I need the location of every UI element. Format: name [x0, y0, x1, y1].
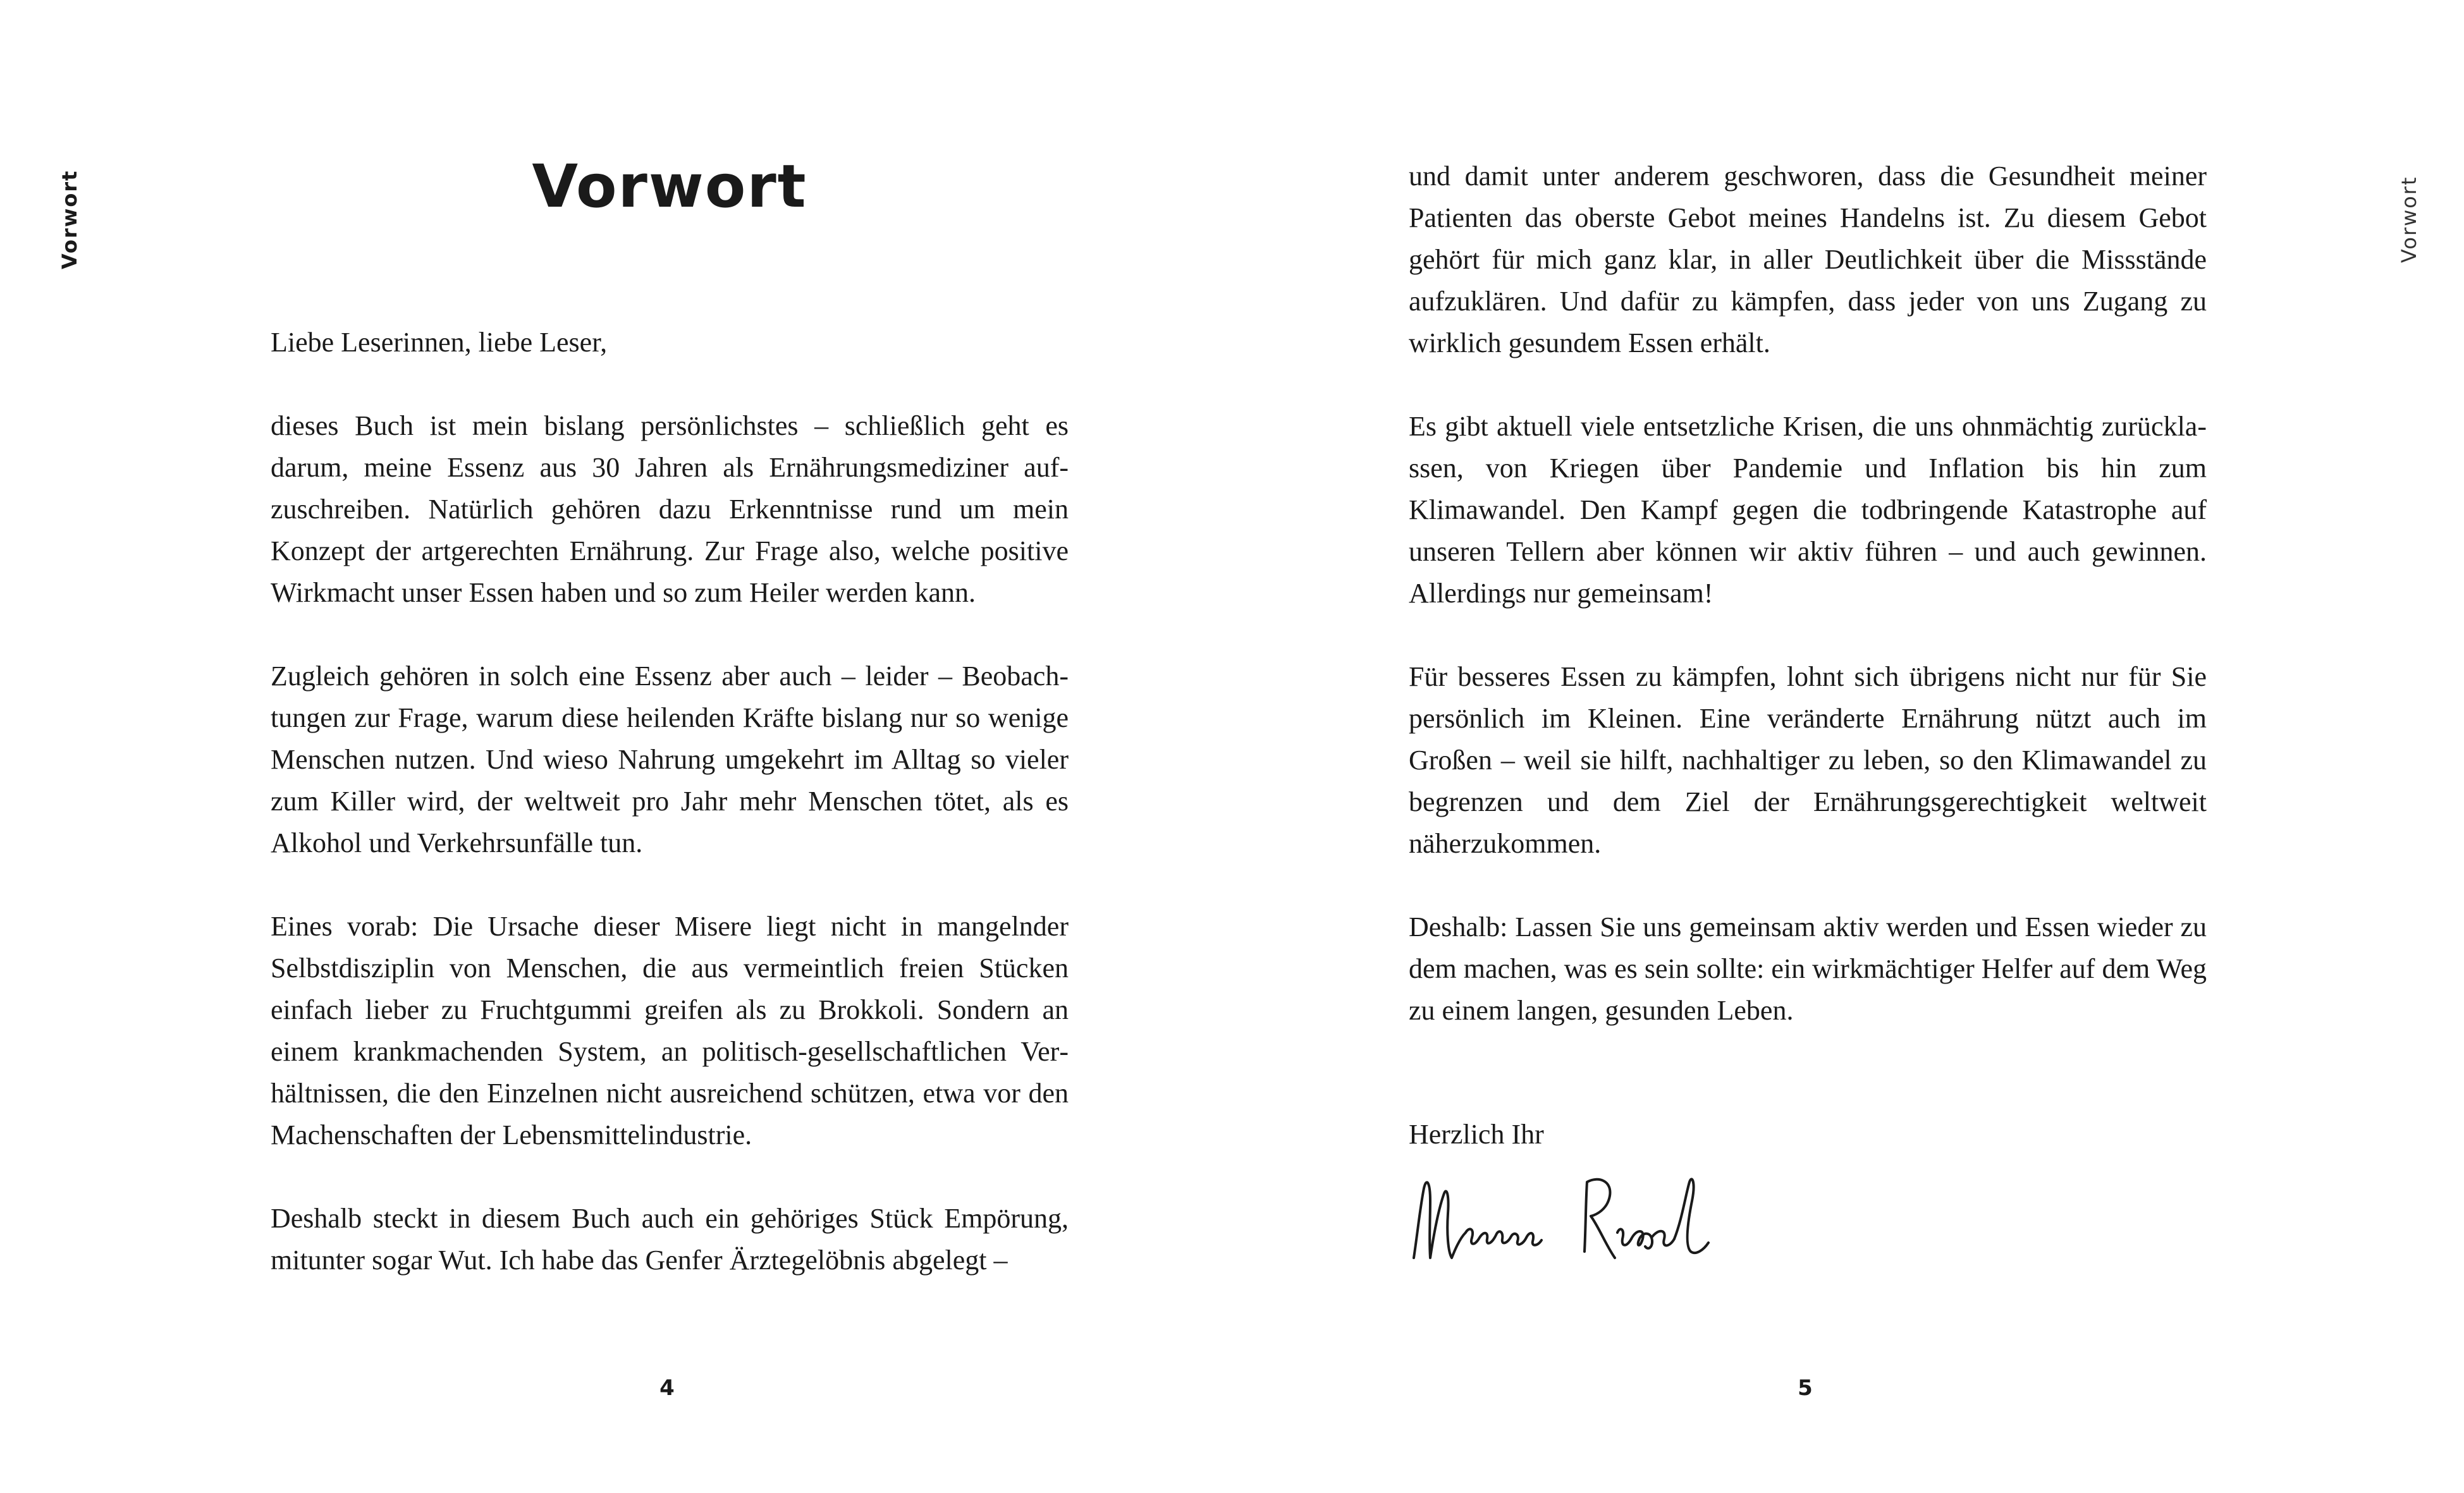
salutation: Liebe Leserinnen, liebe Leser, — [271, 327, 608, 358]
page-title: Vorwort — [532, 152, 807, 221]
right-paragraph-1: und damit unter anderem geschworen, dass die Gesundheit meiner Patienten das oberste Gebot meines Handelns ist. Zu diesem Gebot gehört für mich ganz klar, in aller Deutlichkeit über die Missstände aufzuklären. Und dafür zu kämpfen, dass jeder von uns Zugang zu wirklich gesundem Essen erhält. — [1409, 161, 2207, 358]
signature-image — [1409, 1163, 1712, 1283]
left-page-body — [271, 322, 1069, 1281]
page-number-right: 5 — [1798, 1375, 1813, 1401]
closing-line: Herzlich Ihr — [1409, 1119, 1544, 1150]
right-page-body — [1409, 155, 2207, 1283]
right-paragraph-3: Für besseres Essen zu kämpfen, lohnt sich übrigens nicht nur für Sie persönlich im Kleinen. Eine veränderte Ernährung nützt auch im Großen – weil sie hilft, nachhaltiger zu leben, so den Klimawandel zu begrenzen und dem Ziel der Ernährungsgerechtigkeit weltweit näherzukommen. — [1409, 661, 2207, 859]
left-paragraph-3: Eines vorab: Die Ursache dieser Misere liegt nicht in mangelnder Selbstdisziplin von Menschen, die aus vermeintlich freien Stücken einfach lieber zu Fruchtgummi greifen als zu Brokkoli. Sondern an einem krankmachenden System, an politisch-gesellschaftlichen Verhältnissen, die den Einzelnen nicht ausreichend schützen, etwa vor den Machenschaften der Lebensmittelindustrie. — [271, 911, 1069, 1150]
right-paragraph-4: Deshalb: Lassen Sie uns gemeinsam aktiv werden und Essen wieder zu dem machen, was es sein sollte: ein wirkmächtiger Helfer auf dem Weg zu einem langen, gesunden Leben. — [1409, 911, 2207, 1026]
left-paragraph-1: dieses Buch ist mein bislang persönlichstes – schließlich geht es darum, meine Essenz aus 30 Jahren als Ernährungsmediziner aufzuschreiben. Natürlich gehören dazu Erkenntnisse rund um mein Konzept der artgerechten Ernährung. Zur Frage also, welche positive Wirkmacht unser Essen haben und so zum Heiler werden kann. — [271, 410, 1069, 608]
page-number-left: 4 — [659, 1375, 675, 1401]
left-paragraph-2: Zugleich gehören in solch eine Essenz aber auch – leider – Beobachtungen zur Frage, warum diese heilenden Kräfte bislang nur so wenige Menschen nutzen. Und wieso Nahrung umgekehrt im Alltag so vieler zum Killer wird, der weltweit pro Jahr mehr Menschen tötet, als es Alkohol und Verkehrsunfälle tun. — [271, 661, 1069, 858]
right-paragraph-2: Es gibt aktuell viele entsetzliche Krisen, die uns ohnmächtig zurücklassen, von Kriegen über Pandemie und Inflation bis hin zum Klimawandel. Den Kampf gegen die todbringende Katastrophe auf unseren Tellern aber können wir aktiv führen – und auch gewinnen. Allerdings nur gemeinsam! — [1409, 411, 2207, 609]
left-paragraph-4: Deshalb steckt in diesem Buch auch ein gehöriges Stück Empörung, mitunter sogar Wut. Ich habe das Genfer Ärztegelöbnis abgelegt – — [271, 1203, 1069, 1276]
running-header-left: Vorwort — [58, 169, 82, 269]
running-header-right: Vorwort — [2397, 176, 2421, 263]
